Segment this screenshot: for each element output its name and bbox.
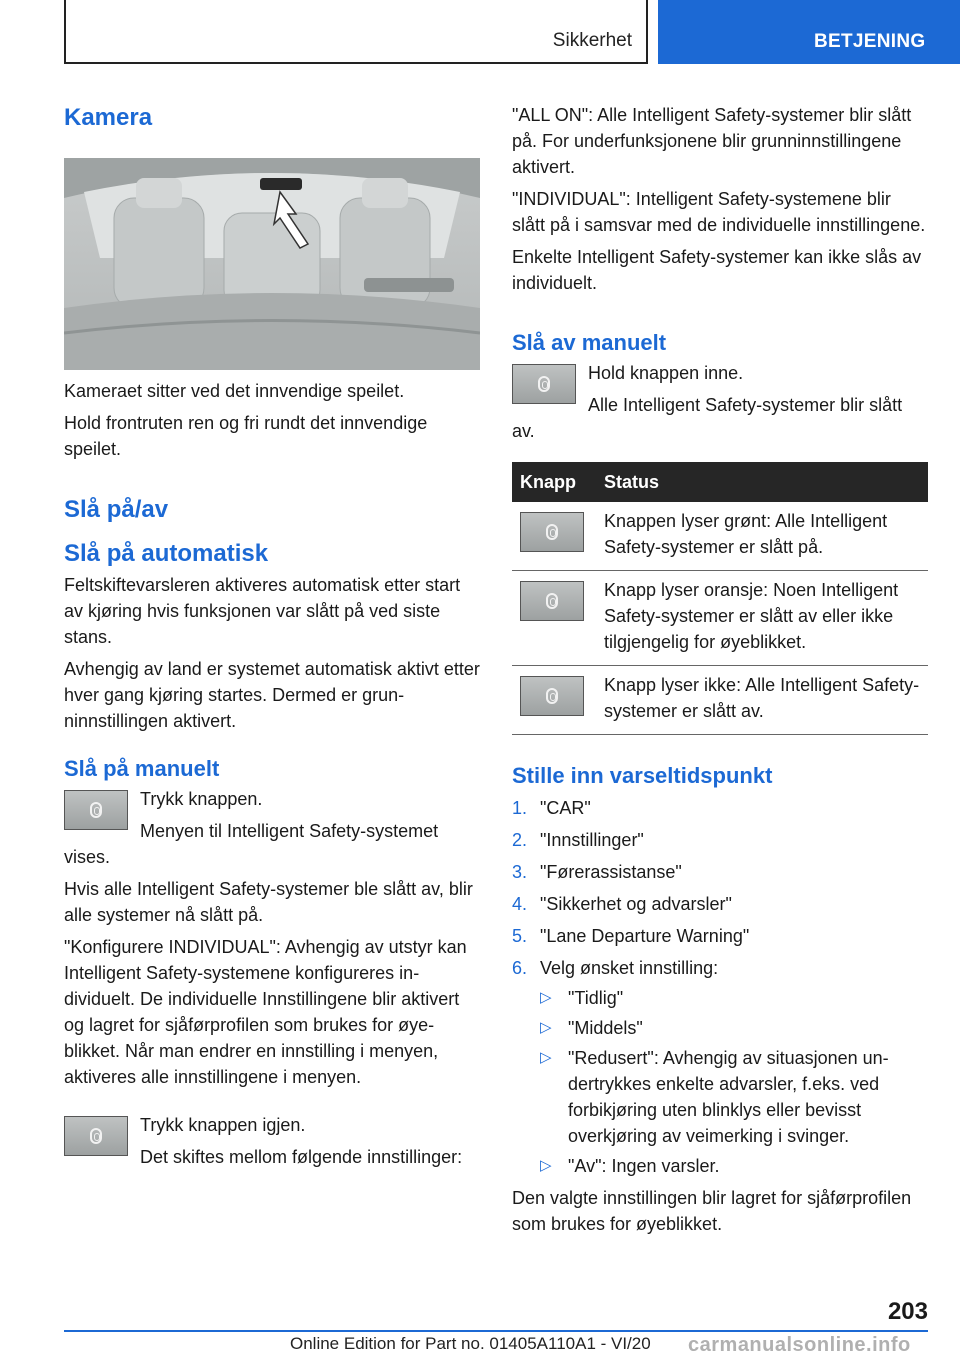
watermark: carmanualsonline.info — [688, 1334, 911, 1356]
assist-icon — [546, 593, 558, 609]
status-table — [512, 462, 928, 735]
status-text: Knapp lyser oransje: Noen Intelligent Safety-systemer er slått av eller ikke tilgjengelig for øyeblikket. — [596, 571, 928, 666]
steps-list — [512, 795, 928, 1179]
camera-illustration — [64, 158, 480, 370]
para-av-2: Alle Intelligent Safety-systemer blir slått av. — [512, 395, 903, 441]
list-item: 3. "Førerassistanse" — [512, 862, 682, 882]
footer-divider — [64, 1330, 928, 1332]
para-kamera-2: Hold frontruten ren og fri rundt det innvendige speilet. — [64, 413, 428, 459]
para-individual: "INDIVIDUAL": Intelligent Safety-systemene blir slått på i samsvar med de individuelle innstillingene. — [512, 189, 926, 235]
para-man-2: Menyen til Intelligent Safety-systemet vises. — [64, 821, 439, 867]
para-auto-2: Avhengig av land er systemet automatisk aktivt etter hver gang kjøring startes. Dermed er grunninnstillingen aktivert. — [64, 659, 480, 731]
page-number: 203 — [887, 1298, 928, 1325]
para-auto-1: Feltskiftevarsleren aktiveres automatisk etter start av kjøring hvis funksjonen var slått på ved siste stans. — [64, 575, 461, 647]
para-enkelte: Enkelte Intelligent Safety-systemer kan ikke slås av individuelt. — [512, 247, 922, 293]
list-item: ▷ "Tidlig" — [540, 985, 928, 1011]
para-kamera-1: Kameraet sitter ved det innvendige speilet. — [64, 381, 405, 401]
heading-sla-av-manuelt: Slå av manuelt — [512, 330, 667, 355]
safety-button-icon-3 — [512, 364, 576, 404]
para-av-1: Hold knappen inne. — [588, 363, 744, 383]
assist-icon — [90, 1128, 102, 1144]
col-status: Status — [596, 462, 928, 502]
footer-edition: Online Edition for Part no. 01405A110A1 - VI/20 — [290, 1334, 651, 1353]
assist-icon — [90, 802, 102, 818]
triangle-bullet-icon: ▷ — [540, 1019, 552, 1036]
para-man-4: "Konfigurere INDIVIDUAL": Avhengig av utstyr kan Intelligent Safety-systemene konfigureres individuelt. De individuelle Innstillingene blir aktivert og lagret for sjåførprofilen som brukes for øyeblikket. Når man endrer en innstilling i menyen, aktiveres alle innstillingene i menyen. — [64, 937, 467, 1087]
para-man-6: Det skiftes mellom følgende innstillinger: — [140, 1147, 463, 1167]
heading-stille-inn: Stille inn varseltidspunkt — [512, 763, 773, 788]
para-man-5: Trykk knappen igjen. — [140, 1115, 306, 1135]
safety-button-icon — [64, 790, 128, 830]
status-text: Knapp lyser ikke: Alle Intelligent Safety-systemer er slått av. — [596, 666, 928, 735]
list-item: ▷ "Middels" — [540, 1015, 928, 1041]
list-item: 4. "Sikkerhet og advarsler" — [512, 894, 732, 914]
left-column — [64, 96, 480, 1170]
triangle-bullet-icon: ▷ — [540, 1157, 552, 1174]
col-knapp: Knapp — [512, 462, 596, 502]
table-row — [512, 666, 928, 735]
header-chapter-tab: BETJENING — [658, 0, 960, 64]
heading-sla-pa-automatisk: Slå på automatisk — [64, 540, 269, 567]
heading-sla-pa-av: Slå på/av — [64, 496, 169, 523]
para-man-1: Trykk knappen. — [140, 789, 263, 809]
triangle-bullet-icon: ▷ — [540, 1049, 552, 1066]
table-row — [512, 571, 928, 666]
triangle-bullet-icon: ▷ — [540, 989, 552, 1006]
heading-sla-pa-manuelt: Slå på manuelt — [64, 756, 220, 781]
assist-icon — [546, 524, 558, 540]
right-column — [512, 102, 928, 1237]
list-item: 6. Velg ønsket innstilling: ▷ "Tidlig" ▷ "Middels" ▷ "Redusert": Avhengig av situasjonen undertrykkes enkelte advarsler, f.eks. ved forbikjøring uten blinklys eller bevisst overkjøring av veimerking i svinger. ▷ "Av": Ingen varsler. — [512, 955, 928, 1179]
status-table-header — [512, 462, 928, 502]
list-item: 2. "Innstillinger" — [512, 830, 644, 850]
list-item: ▷ "Av": Ingen varsler. — [540, 1153, 928, 1179]
para-final: Den valgte innstillingen blir lagret for sjåførprofilen som brukes for øyeblikket. — [512, 1188, 912, 1234]
list-item: 1. "CAR" — [512, 798, 591, 818]
para-all-on: "ALL ON": Alle Intelligent Safety-systemer blir slått på. For underfunksjonene blir grunninnstillingene aktivert. — [512, 105, 912, 177]
assist-icon — [546, 688, 558, 704]
header-section-title: Sikkerhet — [552, 30, 632, 51]
list-item: 5. "Lane Departure Warning" — [512, 926, 750, 946]
heading-kamera: Kamera — [64, 104, 153, 131]
substeps-list — [540, 985, 928, 1179]
table-row — [512, 502, 928, 571]
assist-icon — [538, 376, 550, 392]
button-orange-icon — [520, 581, 584, 621]
header-section-box — [64, 0, 648, 64]
car-interior-image — [64, 158, 480, 370]
para-man-3: Hvis alle Intelligent Safety-systemer ble slått av, blir alle systemer nå slått på. — [64, 879, 473, 925]
button-off-icon — [520, 676, 584, 716]
list-item: ▷ "Redusert": Avhengig av situasjonen undertrykkes enkelte advarsler, f.eks. ved forbikjøring uten blinklys eller bevisst overkjøring av veimerking i svinger. — [540, 1045, 928, 1149]
safety-button-icon-2 — [64, 1116, 128, 1156]
status-text: Knappen lyser grønt: Alle Intelligent Safety-systemer er slått på. — [596, 502, 928, 571]
button-green-icon — [520, 512, 584, 552]
